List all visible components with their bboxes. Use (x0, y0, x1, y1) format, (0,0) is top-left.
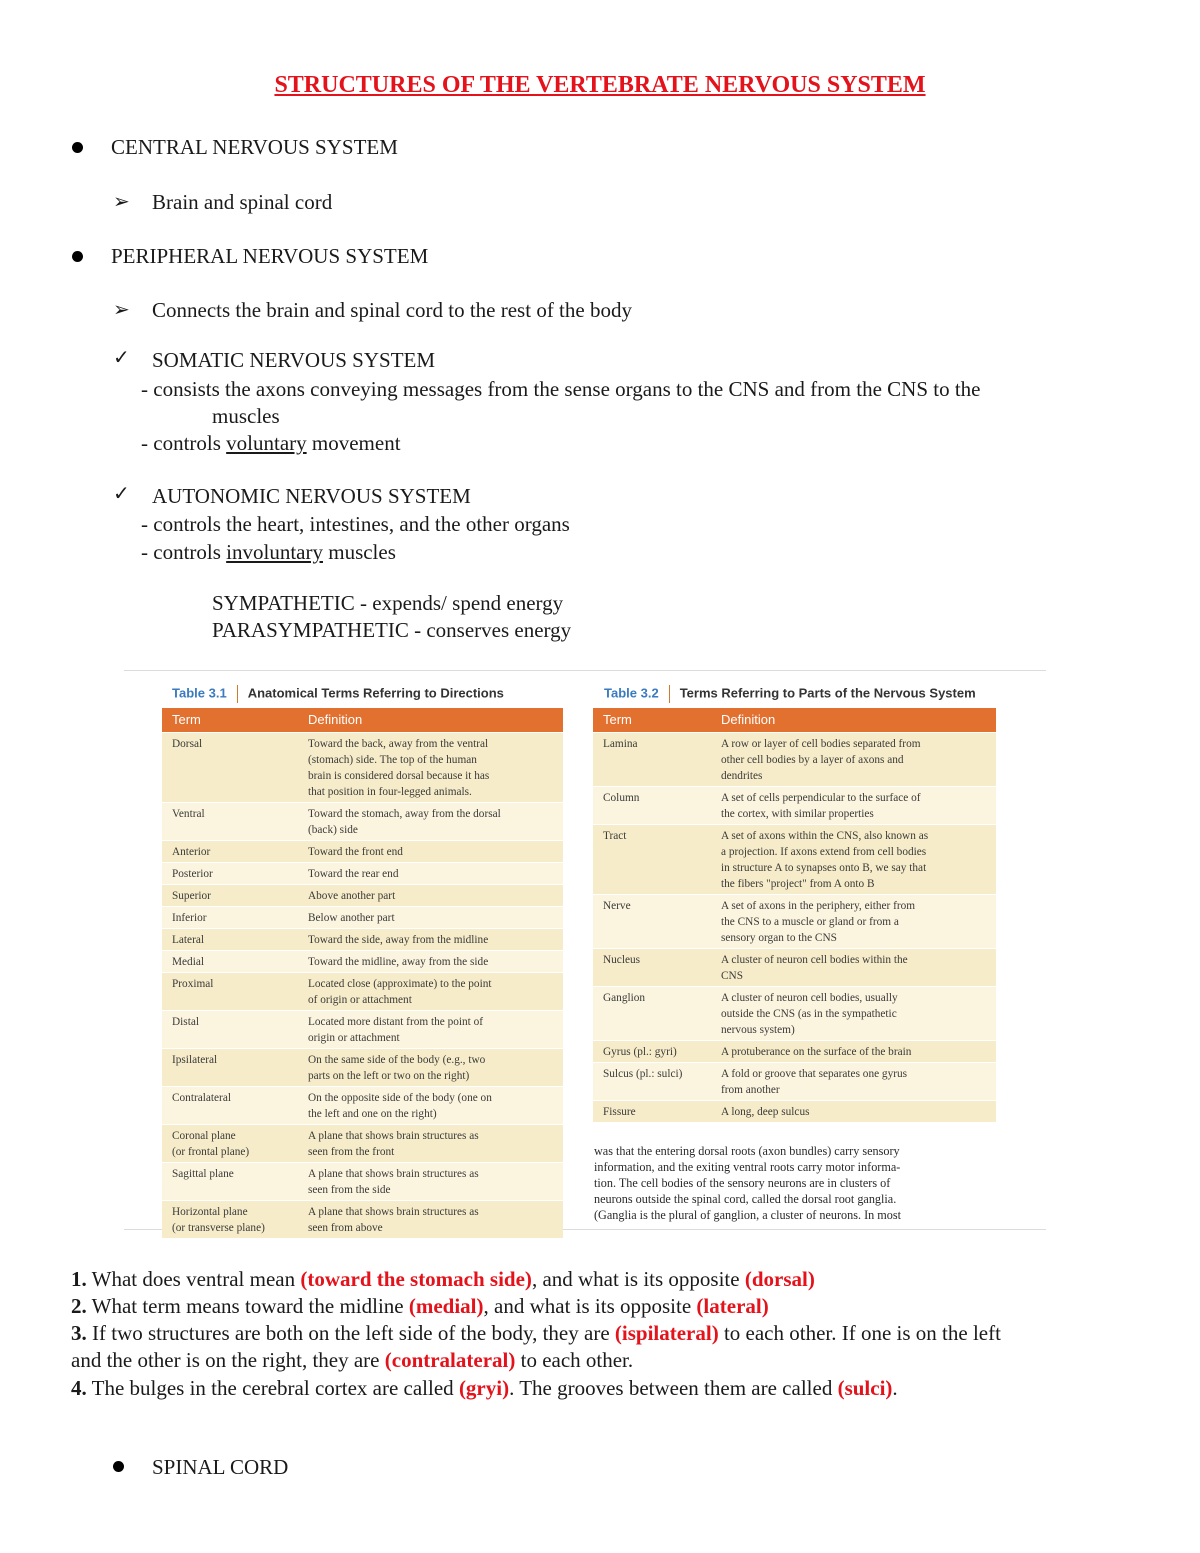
question-2: 2. What term means toward the midline (medial), and what is its opposite (lateral) (71, 1294, 769, 1318)
table-cell-definition (308, 1014, 483, 1046)
definition-line: A plane that shows brain structures as (308, 1168, 479, 1180)
table-row (593, 825, 996, 894)
definition-line: parts on the left or two on the right) (308, 1070, 470, 1082)
term-line: Nucleus (603, 954, 641, 966)
term-line: Anterior (172, 846, 211, 858)
table-cell-definition (308, 1204, 479, 1236)
table-cell-definition (308, 736, 489, 800)
table-cell-definition (308, 1052, 485, 1084)
table-row (162, 929, 563, 950)
table-row (162, 1049, 563, 1086)
table-cell-definition (721, 1066, 907, 1098)
definition-line: Toward the rear end (308, 868, 399, 880)
table-row (162, 1011, 563, 1048)
definition-line: the left and one on the right) (308, 1108, 437, 1120)
table-row (162, 863, 563, 884)
table-cell-term (172, 866, 213, 882)
table-cell-definition (308, 976, 492, 1008)
table-row (593, 949, 996, 986)
arrow-bullet-icon: ➢ (113, 191, 130, 213)
table-cell-term (172, 1166, 234, 1182)
textbook-tables-figure (124, 670, 1046, 1234)
table-cell-term (172, 806, 205, 822)
term-line: Lamina (603, 738, 638, 750)
table-cell-definition (721, 790, 921, 822)
table-row (162, 841, 563, 862)
definition-line: CNS (721, 970, 743, 982)
definition-line: Located more distant from the point of (308, 1016, 484, 1028)
table-cell-term (172, 888, 211, 904)
table-row (593, 987, 996, 1040)
page-title: STRUCTURES OF THE VERTEBRATE NERVOUS SYSTEM (274, 72, 926, 98)
table-cell-term (603, 736, 638, 752)
term-line: Superior (172, 890, 211, 902)
term-line: Ganglion (603, 992, 646, 1004)
table-cell-definition (721, 1104, 809, 1120)
table-cell-definition (721, 990, 898, 1038)
table-cell-term (603, 1044, 677, 1060)
term-line: Inferior (172, 912, 207, 924)
textbook-paragraph-line: was that the entering dorsal roots (axon bundles) carry sensory (594, 1144, 900, 1158)
definition-line: the fibers "project" from A onto B (721, 878, 875, 890)
definition-line: seen from the front (308, 1146, 395, 1158)
term-line: Ipsilateral (172, 1054, 218, 1066)
definition-line: A set of axons in the periphery, either from (721, 900, 916, 912)
bullet-icon (72, 251, 83, 262)
term-line: Horizontal plane (172, 1206, 248, 1218)
definition-line: from another (721, 1084, 780, 1096)
bullet-icon (113, 1461, 124, 1472)
table-row (593, 733, 996, 786)
question-4: 4. The bulges in the cerebral cortex are called (gryi). The grooves between them are called (sulci). (71, 1376, 898, 1400)
parasympathetic-line: PARASYMPATHETIC - conserves energy (212, 618, 572, 642)
table-row (162, 1201, 563, 1238)
question-1: 1. What does ventral mean (toward the stomach side), and what is its opposite (dorsal) (71, 1267, 815, 1291)
pns-heading: PERIPHERAL NERVOUS SYSTEM (111, 244, 429, 268)
definition-line: A fold or groove that separates one gyrus (721, 1068, 908, 1080)
definition-line: Below another part (308, 912, 395, 924)
definition-line: seen from the side (308, 1184, 391, 1196)
table-row (593, 895, 996, 948)
somatic-heading: SOMATIC NERVOUS SYSTEM (152, 348, 436, 372)
table-row (162, 885, 563, 906)
term-line: Contralateral (172, 1092, 231, 1104)
term-line: Posterior (172, 868, 213, 880)
table-cell-term (172, 1128, 249, 1160)
table-cell-definition (721, 898, 915, 946)
definition-line: Toward the stomach, away from the dorsal (308, 808, 501, 820)
table-cell-definition (308, 910, 395, 926)
table-row (162, 951, 563, 972)
table-row (593, 1063, 996, 1100)
table-cell-definition (308, 866, 398, 882)
term-line: Distal (172, 1016, 199, 1028)
table-cell-term (603, 952, 640, 968)
definition-line: A cluster of neuron cell bodies, usually (721, 992, 898, 1004)
table-cell-term (172, 1052, 217, 1068)
table-cell-definition (308, 806, 501, 838)
table-cell-definition (308, 954, 488, 970)
table-cell-definition (308, 932, 488, 948)
table-row (593, 1101, 996, 1122)
definition-line: dendrites (721, 770, 763, 782)
table-row (593, 1041, 996, 1062)
definition-line: A row or layer of cell bodies separated from (721, 738, 921, 750)
definition-line: in structure A to synapses onto B, we say that (721, 862, 927, 874)
table-cell-term (172, 910, 207, 926)
table-row (162, 973, 563, 1010)
table1-caption: Table 3.1 Anatomical Terms Referring to Directions (172, 685, 504, 703)
table-row (593, 787, 996, 824)
definition-line: of origin or attachment (308, 994, 412, 1006)
arrow-bullet-icon: ➢ (113, 299, 130, 321)
table-row (162, 907, 563, 928)
table2-header: Term Definition (593, 708, 996, 732)
definition-line: sensory organ to the CNS (721, 932, 837, 944)
table-cell-definition (721, 736, 921, 784)
textbook-paragraph-line: tion. The cell bodies of the sensory neurons are in clusters of (594, 1176, 891, 1190)
table-row (162, 733, 563, 802)
definition-line: Toward the back, away from the ventral (308, 738, 489, 750)
question-3: 3. If two structures are both on the left side of the body, they are (ispilateral) to each other. If one is on the left (71, 1321, 1001, 1345)
definition-line: seen from above (308, 1222, 383, 1234)
term-line: Sulcus (pl.: sulci) (603, 1068, 683, 1080)
table1-header: Term Definition (162, 708, 563, 732)
definition-line: A protuberance on the surface of the brain (721, 1046, 912, 1058)
textbook-paragraph (594, 1143, 999, 1223)
definition-line: (stomach) side. The top of the human (308, 754, 477, 766)
textbook-paragraph-line: information, and the exiting ventral roots carry motor informa- (594, 1160, 901, 1174)
term-line: Ventral (172, 808, 205, 820)
term-line: Sagittal plane (172, 1168, 234, 1180)
table-cell-term (172, 932, 204, 948)
table-cell-definition (308, 1128, 479, 1160)
table-row (162, 1125, 563, 1162)
table-cell-term (172, 1204, 265, 1236)
definition-line: other cell bodies by a layer of axons and (721, 754, 904, 766)
definition-line: nervous system) (721, 1024, 795, 1036)
term-line: Medial (172, 956, 204, 968)
term-line: Gyrus (pl.: gyri) (603, 1046, 677, 1058)
definition-line: Toward the side, away from the midline (308, 934, 489, 946)
term-line: (or frontal plane) (172, 1146, 250, 1158)
table-row (162, 1087, 563, 1124)
cns-heading: CENTRAL NERVOUS SYSTEM (111, 135, 398, 159)
table-cell-term (603, 790, 639, 806)
term-line: Lateral (172, 934, 204, 946)
definition-line: origin or attachment (308, 1032, 400, 1044)
definition-line: Above another part (308, 890, 396, 902)
term-line: Tract (603, 830, 627, 842)
table-cell-term (603, 990, 645, 1006)
term-line: Coronal plane (172, 1130, 236, 1142)
definition-line: Toward the front end (308, 846, 403, 858)
checkmark-icon: ✓ (113, 347, 130, 369)
definition-line: a projection. If axons extend from cell bodies (721, 846, 927, 858)
definition-line: Toward the midline, away from the side (308, 956, 489, 968)
table-cell-term (172, 976, 213, 992)
somatic-line-2: - controls voluntary movement (141, 431, 401, 455)
term-line: Fissure (603, 1106, 636, 1118)
definition-line: (back) side (308, 824, 358, 836)
table-cell-term (603, 898, 631, 914)
autonomic-line-1: - controls the heart, intestines, and the other organs (141, 512, 570, 536)
textbook-paragraph-line: (Ganglia is the plural of ganglion, a cluster of neurons. In most (594, 1208, 901, 1222)
autonomic-line-2: - controls involuntary muscles (141, 540, 396, 564)
definition-line: A set of cells perpendicular to the surface of (721, 792, 921, 804)
definition-line: A long, deep sulcus (721, 1106, 810, 1118)
definition-line: brain is considered dorsal because it has (308, 770, 490, 782)
table-cell-definition (721, 952, 908, 984)
term-line: Nerve (603, 900, 631, 912)
bullet-icon (72, 142, 83, 153)
somatic-line-1: - consists the axons conveying messages from the sense organs to the CNS and from the CNS to the (141, 377, 981, 401)
definition-line: A set of axons within the CNS, also known as (721, 830, 929, 842)
pns-item: Connects the brain and spinal cord to the rest of the body (152, 298, 632, 322)
term-line: Proximal (172, 978, 214, 990)
term-line: (or transverse plane) (172, 1222, 265, 1234)
definition-line: On the same side of the body (e.g., two (308, 1054, 486, 1066)
table1 (162, 708, 563, 1234)
definition-line: that position in four-legged animals. (308, 786, 472, 798)
table-row (162, 803, 563, 840)
definition-line: On the opposite side of the body (one on (308, 1092, 492, 1104)
somatic-line-1b: muscles (212, 404, 280, 428)
textbook-paragraph-line: neurons outside the spinal cord, called the dorsal root ganglia. (594, 1192, 897, 1206)
table-cell-term (172, 736, 202, 752)
sympathetic-line: SYMPATHETIC - expends/ spend energy (212, 591, 564, 615)
table-cell-definition (308, 1166, 479, 1198)
table-cell-definition (721, 828, 928, 892)
checkmark-icon: ✓ (113, 483, 130, 505)
table-cell-term (172, 844, 210, 860)
table-cell-term (603, 1104, 636, 1120)
table-cell-definition (308, 888, 395, 904)
definition-line: the cortex, with similar properties (721, 808, 874, 820)
definition-line: A plane that shows brain structures as (308, 1130, 479, 1142)
cns-item: Brain and spinal cord (152, 190, 333, 214)
term-line: Dorsal (172, 738, 203, 750)
table-cell-definition (308, 844, 403, 860)
table-cell-term (603, 828, 626, 844)
table-cell-definition (721, 1044, 911, 1060)
definition-line: the CNS to a muscle or gland or from a (721, 916, 899, 928)
table-row (162, 1163, 563, 1200)
definition-line: A plane that shows brain structures as (308, 1206, 479, 1218)
definition-line: A cluster of neuron cell bodies within the (721, 954, 908, 966)
table-cell-term (172, 1090, 231, 1106)
table2-caption: Table 3.2 Terms Referring to Parts of the Nervous System (604, 685, 976, 703)
table2 (593, 708, 996, 1118)
table-cell-term (172, 954, 204, 970)
definition-line: outside the CNS (as in the sympathetic (721, 1008, 897, 1020)
table-cell-definition (308, 1090, 492, 1122)
question-3-continued: and the other is on the right, they are (contralateral) to each other. (71, 1348, 634, 1372)
table-cell-term (603, 1066, 682, 1082)
spinal-cord-heading: SPINAL CORD (152, 1455, 289, 1479)
autonomic-heading: AUTONOMIC NERVOUS SYSTEM (152, 484, 471, 508)
table-cell-term (172, 1014, 199, 1030)
definition-line: Located close (approximate) to the point (308, 978, 492, 990)
term-line: Column (603, 792, 640, 804)
